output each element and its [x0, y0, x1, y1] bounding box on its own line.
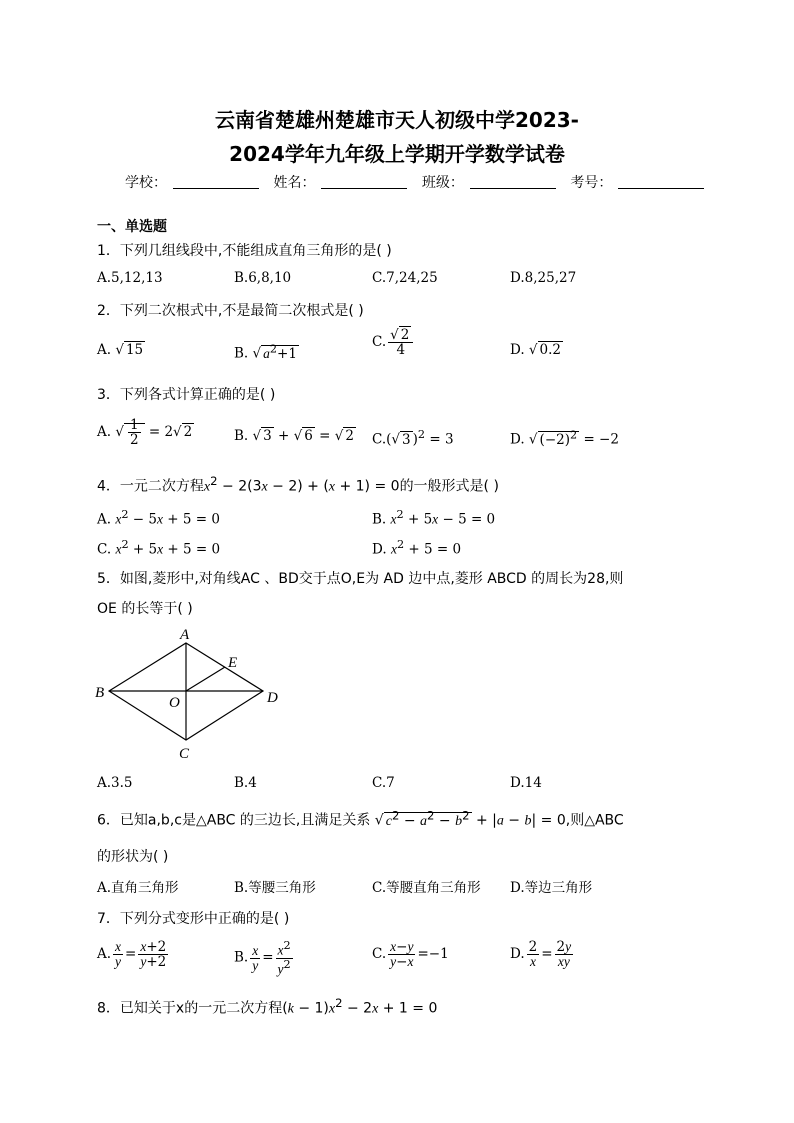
q7-option-c: C. $\frac{x-y}{y-x}$ =−1 — [372, 939, 449, 971]
name-label: 姓名： — [273, 175, 316, 191]
q2-option-a: A. √ 15 — [97, 342, 144, 358]
question-5-line-1: 5．如图,菱形中,对角线AC 、BD交于点O,E为 AD 边中点,菱形 ABCD 的周长为28,则 — [97, 571, 624, 587]
q3-option-c: C.(√ 3 )$^2$ = 3 — [372, 428, 454, 448]
title-line-1: 云南省楚雄州楚雄市天人初级中学2023- — [215, 108, 579, 132]
q1-option-b: B.6,8,10 — [234, 270, 292, 286]
q3-option-d: D. √ $(-2)^2 = -2$ — [510, 428, 619, 448]
question-7-text: 7．下列分式变形中正确的是( ) — [97, 911, 290, 927]
label-c: C — [179, 746, 190, 762]
q2-option-d: D. √ 0.2 — [510, 342, 562, 358]
q1-option-c: C.7,24,25 — [372, 270, 438, 286]
q4-option-a: A. $x^2 - 5x + 5 = 0$ — [97, 508, 220, 528]
label-o: O — [169, 695, 180, 711]
question-6-line-2: 的形状为( ) — [97, 849, 169, 865]
q7-option-d: D. $\frac{2}{x}$ = $\frac{2y}{xy}$ — [510, 939, 572, 970]
question-3-text: 3．下列各式计算正确的是( ) — [97, 387, 276, 403]
question-4-text: 4．一元二次方程$x^2 - 2(3x - 2) + (x + 1) = 0$的一般形式是( ) — [97, 474, 499, 495]
q6-option-d: D.等边三角形 — [510, 880, 593, 896]
question-2-text: 2．下列二次根式中,不是最简二次根式是( ) — [97, 303, 364, 319]
q5-option-b: B.4 — [234, 775, 257, 791]
question-5-line-2: OE 的长等于( ) — [97, 601, 193, 617]
label-e: E — [228, 655, 238, 671]
q5-option-a: A.3.5 — [97, 775, 133, 791]
segment-oe — [186, 667, 225, 691]
q3-option-a: A. √ $\frac{1}{2}$ = 2√ 2 — [97, 417, 193, 449]
q1-option-a: A.5,12,13 — [97, 270, 163, 286]
q3-option-b: B. √ 3 + √ 6 = √ 2 — [234, 428, 354, 444]
question-6-line-1: 6．已知a,b,c是△ABC 的三边长,且满足关系 √ $c^2 - a^2 - b^2 + |a - b| = 0$,则△ABC — [97, 808, 624, 829]
q7-option-b: B. $\frac{x}{y}$ = $\frac{x^2}{y^2}$ — [234, 939, 291, 977]
q4-option-d: D. $x^2 + 5 = 0$ — [372, 538, 462, 558]
label-a: A — [180, 627, 190, 643]
exam-no-blank[interactable] — [618, 174, 704, 189]
class-label: 班级： — [421, 175, 464, 191]
q4-option-c: C. $x^2 + 5x + 5 = 0$ — [97, 538, 221, 558]
label-d: D — [267, 690, 278, 706]
q2-option-b: B. √ $a^2+1$ — [234, 342, 297, 362]
question-1-text: 1．下列几组线段中,不能组成直角三角形的是( ) — [97, 243, 392, 259]
q5-option-c: C.7 — [372, 775, 395, 791]
exam-no-label: 考号： — [570, 175, 613, 191]
school-label: 学校： — [125, 175, 167, 191]
q6-option-b: B.等腰三角形 — [234, 880, 316, 896]
q2-option-c: C. $\frac{√ 2}{4}$ — [372, 328, 415, 357]
name-blank[interactable] — [321, 174, 407, 189]
q7-option-a: A. $\frac{x}{y}$ = $\frac{x+2}{y+2}$ — [97, 939, 167, 971]
title-line-2: 2024学年九年级上学期开学数学试卷 — [229, 142, 565, 166]
question-8-text: 8．已知关于x的一元二次方程$(k - 1)x^2 - 2x + 1 = 0$ — [97, 996, 438, 1017]
student-info-row — [125, 172, 714, 192]
q5-option-d: D.14 — [510, 775, 542, 791]
label-b: B — [95, 685, 105, 701]
school-blank[interactable] — [173, 174, 259, 189]
q4-option-b: B. $x^2 + 5x - 5 = 0$ — [372, 508, 496, 528]
section-heading: 一、单选题 — [97, 219, 167, 235]
q6-option-a: A.直角三角形 — [97, 880, 179, 896]
rhombus-figure — [90, 625, 290, 765]
q1-option-d: D.8,25,27 — [510, 270, 577, 286]
q6-option-c: C.等腰直角三角形 — [372, 880, 481, 896]
class-blank[interactable] — [470, 174, 556, 189]
